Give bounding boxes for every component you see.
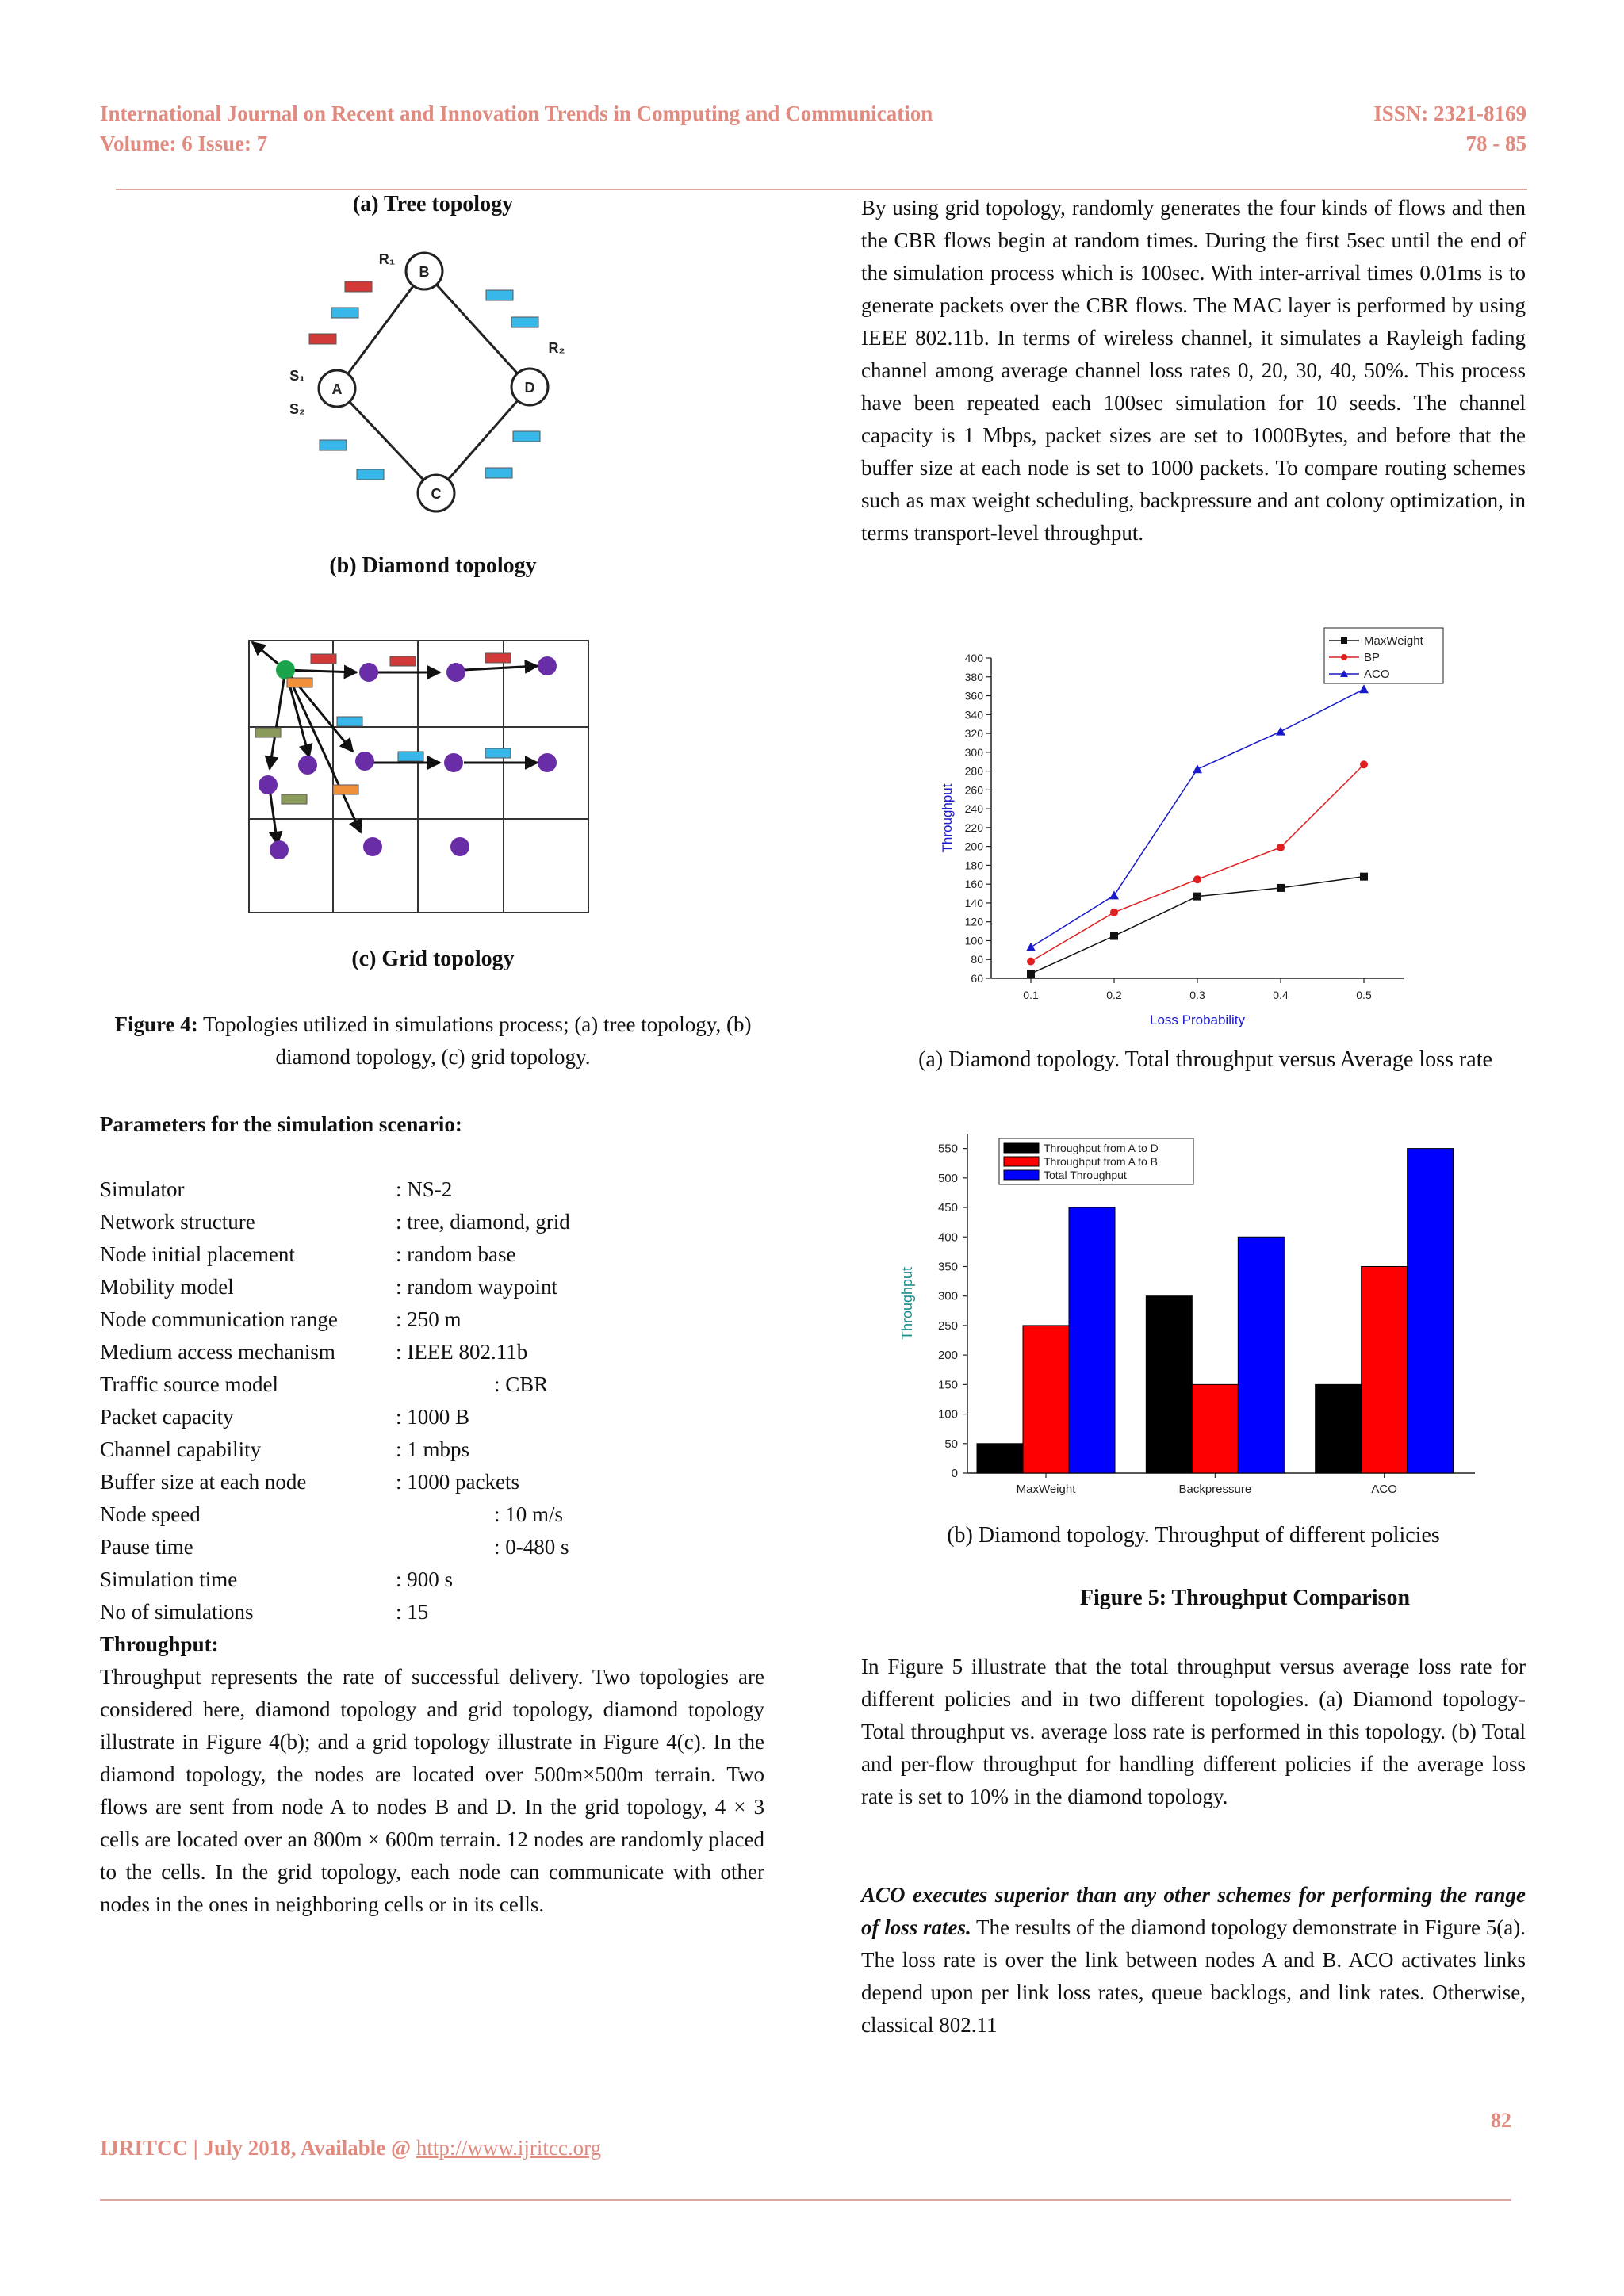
caption-grid: (c) Grid topology [351,947,515,971]
param-value: : NS-2 [396,1177,453,1201]
param-row [100,1238,766,1271]
figure-5a-caption: (a) Diamond topology. Total throughput versus Average loss rate [918,1047,1492,1072]
param-key: Simulator [100,1177,185,1201]
y-tick-label: 140 [964,896,983,909]
param-row [100,1563,766,1596]
param-key: Pause time [100,1535,193,1559]
packet-red [390,656,416,666]
running-header-right [1285,98,1526,159]
bar-backpressure-0 [1146,1296,1192,1473]
y-tick-label: 200 [937,1349,958,1363]
param-row [100,1303,766,1336]
y-tick-label: 320 [964,727,983,740]
param-row [100,1596,766,1628]
data-point [1027,970,1035,978]
legend-label: MaxWeight [1364,634,1423,648]
running-header [100,98,933,159]
figure-4-text: Topologies utilized in simulations process; (a) tree topology, (b) diamond topology, (c) grid topology. [197,1012,752,1069]
grid-node [259,775,278,794]
y-tick-label: 50 [944,1437,958,1451]
legend-label: Total Throughput [1044,1169,1127,1181]
grid-node [355,752,374,771]
label-s2: S₂ [289,401,306,417]
data-point [1027,958,1035,966]
y-axis-label: Throughput [940,783,955,853]
packet-red [309,334,336,344]
data-point [1277,884,1285,892]
data-point [1276,727,1285,736]
y-axis-label: Throughput [899,1266,915,1341]
legend-label: Throughput from A to B [1044,1155,1158,1168]
y-tick-label: 150 [937,1378,958,1392]
page-number: 82 [1491,2109,1511,2132]
param-key: No of simulations [100,1600,254,1624]
figure-4-caption [100,1008,766,1073]
packet-red [345,281,372,292]
y-tick-label: 260 [964,783,983,797]
x-axis-label: Loss Probability [1149,1012,1246,1027]
data-point [1277,844,1285,851]
x-tick-label: MaxWeight [1016,1483,1076,1496]
label-d: D [524,380,535,396]
grid-source-node [276,660,295,679]
packet-blue [398,752,423,761]
x-tick-label: 0.3 [1189,989,1205,1001]
aco-text: The results of the diamond topology demonstrate in Figure 5(a). The loss rate is over the link between nodes A and B. ACO activates links depend upon per link loss rates, queue backlogs, and link rates. Otherwise, classical 802.11 [861,1915,1526,2037]
param-key: Traffic source model [100,1372,278,1396]
packet-red [311,654,336,664]
y-tick-label: 60 [971,972,983,985]
params-title: Parameters for the simulation scenario: [100,1112,462,1136]
param-row [100,1271,766,1303]
grid-node [538,656,557,675]
y-tick-label: 220 [964,821,983,834]
param-value: : 10 m/s [494,1502,564,1526]
issn: ISSN: 2321-8169 [1373,101,1526,125]
y-tick-label: 240 [964,802,983,816]
figure-5b-caption: (b) Diamond topology. Throughput of different policies [947,1523,1440,1548]
param-key: Node initial placement [100,1242,295,1266]
packet-blue [485,748,511,758]
legend-label: ACO [1364,668,1390,681]
packet-blue [331,308,358,318]
param-key: Network structure [100,1210,255,1234]
journal-title: International Journal on Recent and Innovation Trends in Computing and Communication [100,101,933,125]
y-tick-label: 300 [937,1289,958,1303]
param-value: : 15 [396,1600,429,1624]
y-tick-label: 160 [964,878,983,891]
bar-aco-0 [1316,1384,1362,1473]
grid-node [446,663,465,682]
footer [100,2136,601,2160]
data-point [1110,932,1118,940]
bar-aco-1 [1362,1266,1408,1473]
caption-diamond: (b) Diamond topology [329,553,537,578]
legend-marker [1341,654,1347,660]
data-point [1360,760,1368,768]
data-point [1193,764,1202,773]
label-a: A [331,381,343,397]
grid-node [359,663,378,682]
legend-swatch [1004,1157,1039,1166]
y-tick-label: 450 [937,1201,958,1215]
intro-paragraph: By using grid topology, randomly generates the four kinds of flows and then the CBR flows begin at random times. During the first 5sec until the end of the simulation process which is 100sec. With inter-arrival times 0.01ms is to generate packets over the CBR flows. The MAC layer is performed by using IEEE 802.11b. In terms of wireless channel, it simulates a Rayleigh fading channel among average channel loss rates 0, 20, 30, 40, 50%. This process have been repeated each 100sec simulation for 10 seeds. The channel capacity is 1 Mbps, packet sizes are set to 1000Bytes, and before that the buffer size at each node is set to 1000 packets. To compare routing schemes such as max weight scheduling, backpressure and ant colony optimization, in terms transport-level throughput. [861,196,1526,545]
param-key: Packet capacity [100,1405,234,1429]
param-key: Channel capability [100,1437,262,1461]
diamond-diagram [278,238,563,523]
y-tick-label: 100 [937,1407,958,1422]
param-key: Buffer size at each node [100,1470,307,1494]
param-row [100,1433,766,1466]
param-row [100,1531,766,1563]
param-row [100,1206,766,1238]
y-tick-label: 250 [937,1318,958,1333]
throughput-heading: Throughput: [100,1632,219,1656]
data-point [1109,890,1119,899]
y-tick-label: 0 [951,1467,958,1480]
param-key: Simulation time [100,1567,238,1591]
bar-aco-2 [1408,1149,1454,1473]
param-key: Mobility model [100,1275,234,1299]
param-value: : random waypoint [396,1275,557,1299]
label-s1: S₁ [289,368,305,384]
legend-marker [1341,637,1347,644]
param-value: : random base [396,1242,516,1266]
figure-4-label: Figure 4: [114,1012,198,1036]
footer-rule [100,2199,1511,2201]
param-value: : 1000 packets [396,1470,519,1494]
legend-swatch [1004,1143,1039,1153]
legend-swatch [1004,1170,1039,1180]
bar-maxweight-1 [1023,1326,1069,1473]
param-value: : 1 mbps [396,1437,470,1461]
label-c: C [431,486,442,502]
packet-green [255,728,281,737]
param-row [100,1173,766,1206]
grid-node [298,756,317,775]
param-key: Node speed [100,1502,201,1526]
throughput-paragraph: Throughput represents the rate of successful delivery. Two topologies are considered here, diamond topology and grid topology, diamond topology illustrate in Figure 4(b); and a grid topology illustrate in Figure 4(c). In the diamond topology, the nodes are located over 500m×500m terrain. Two flows are sent from node A to nodes B and D. In the grid topology, 4 × 3 cells are located over an 800m × 600m terrain. 12 nodes are randomly placed to the cells. In the grid topology, each node can communicate with other nodes in the ones in neighboring cells or in its cells. [100,1665,764,1916]
param-value: : IEEE 802.11b [396,1340,528,1364]
series-line-maxweight [1031,877,1364,974]
grid-node [538,753,557,772]
param-key: Medium access mechanism [100,1340,335,1364]
footer-link[interactable]: http://www.ijritcc.org [416,2136,602,2160]
grid-diagram [246,634,595,920]
line-chart [936,622,1451,1034]
param-row [100,1401,766,1433]
label-b: B [419,264,430,280]
y-tick-label: 200 [964,840,983,853]
param-value: : 900 s [396,1567,454,1591]
packet-blue [511,317,538,327]
grid-node [444,753,463,772]
bar-backpressure-2 [1238,1237,1284,1473]
y-tick-label: 100 [964,934,983,947]
packet-blue [337,717,362,726]
data-point [1026,943,1036,951]
y-tick-label: 80 [971,953,983,966]
series-line-aco [1031,689,1364,947]
label-r2: R₂ [548,340,565,356]
x-tick-label: 0.1 [1023,989,1039,1001]
y-tick-label: 350 [937,1260,958,1274]
x-tick-label: 0.2 [1106,989,1122,1001]
y-tick-label: 120 [964,915,983,928]
paragraph-figure5: In Figure 5 illustrate that the total throughput versus average loss rate for different policies and in two different topologies. (a) Diamond topology- Total throughput vs. average loss rate is performed in this topology. (b) Total and per-flow throughput for handling different policies if the average loss rate is set to 10% in the diamond topology. [861,1655,1526,1808]
footer-text: IJRITCC | July 2018, Available @ [100,2136,416,2160]
param-value: : CBR [494,1372,549,1396]
x-tick-label: 0.5 [1356,989,1372,1001]
param-value: : 1000 B [396,1405,470,1429]
param-row [100,1498,766,1531]
data-point [1193,893,1201,901]
legend-label: Throughput from A to D [1044,1142,1159,1154]
data-point [1359,684,1369,693]
y-tick-label: 550 [937,1142,958,1156]
packet-blue [320,440,347,450]
grid-node [363,837,382,856]
packet-red [485,653,511,663]
grid-node [270,840,289,859]
header-rule [116,189,1527,190]
y-tick-label: 500 [937,1171,958,1185]
y-tick-label: 300 [964,745,983,759]
packet-blue [486,290,513,300]
bar-backpressure-1 [1192,1384,1238,1473]
figure-5-title: Figure 5: Throughput Comparison [1079,1586,1411,1610]
param-key: Node communication range [100,1307,338,1331]
y-tick-label: 400 [937,1230,958,1245]
packet-blue [357,469,384,480]
y-tick-label: 380 [964,670,983,683]
y-tick-label: 180 [964,859,983,872]
y-tick-label: 340 [964,708,983,721]
bar-maxweight-2 [1069,1207,1115,1473]
paragraph-aco [861,1879,1526,2042]
caption-tree: (a) Tree topology [352,192,514,216]
bar-maxweight-0 [977,1444,1023,1473]
packet-blue [485,468,512,478]
x-tick-label: 0.4 [1273,989,1289,1001]
journal-volume: Volume: 6 Issue: 7 [100,132,268,155]
param-value: : 0-480 s [494,1535,569,1559]
data-point [1360,873,1368,881]
page-range: 78 - 85 [1465,132,1526,155]
legend-label: BP [1364,651,1381,664]
x-tick-label: Backpressure [1178,1483,1252,1496]
param-row [100,1336,766,1368]
series-line-bp [1031,764,1364,961]
x-tick-label: ACO [1371,1483,1397,1496]
param-row [100,1368,766,1401]
aco-statement: ACO executes superior than any other schemes for performing the range of loss rates. [861,1883,1526,1939]
data-point [1193,875,1201,883]
y-tick-label: 400 [964,652,983,664]
label-r1: R₁ [378,251,396,267]
data-point [1110,909,1118,916]
param-value: : tree, diamond, grid [396,1210,570,1234]
packet-green [282,794,307,804]
packet-blue [513,431,540,442]
packet-orange [287,678,312,687]
packet-orange [333,785,358,794]
params-table [100,1173,766,1628]
param-row [100,1466,766,1498]
grid-node [450,837,469,856]
param-value: : 250 m [396,1307,462,1331]
y-tick-label: 360 [964,689,983,702]
y-tick-label: 280 [964,764,983,778]
bar-chart [888,1126,1491,1498]
